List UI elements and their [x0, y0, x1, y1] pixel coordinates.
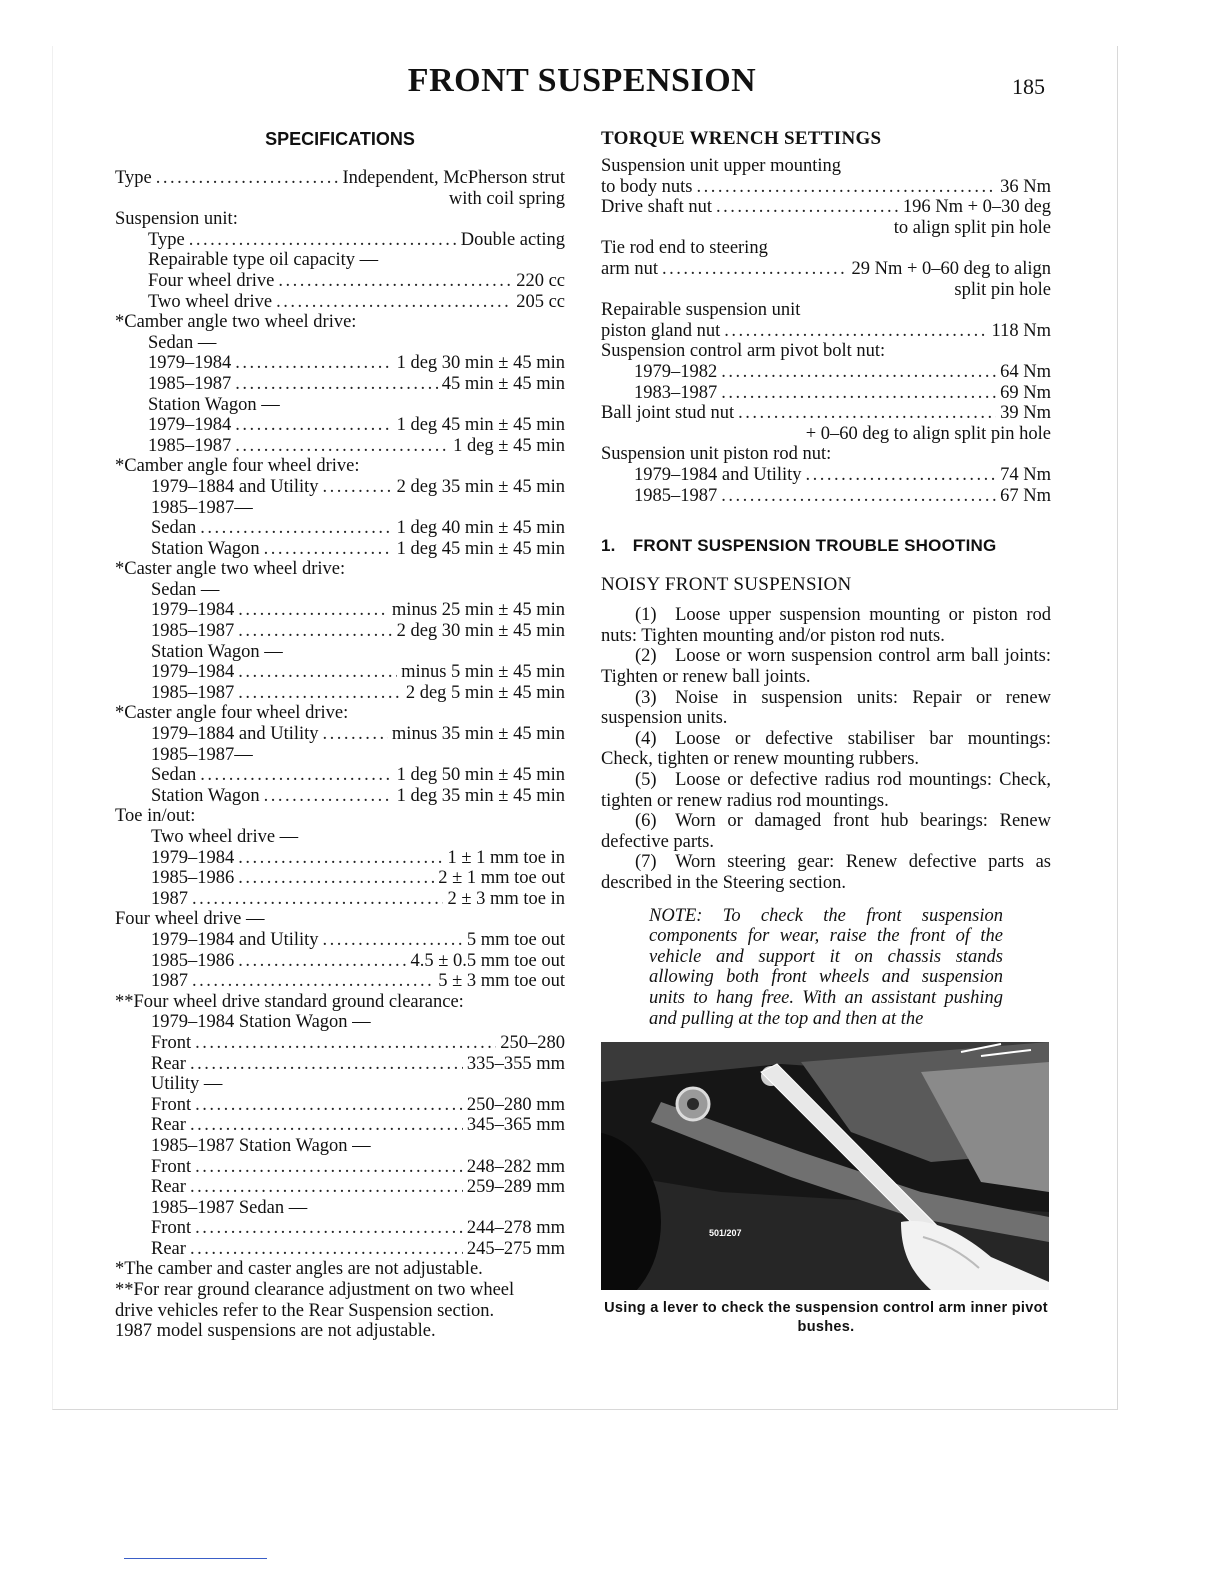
torque-label: Repairable suspension unit [601, 300, 801, 321]
spec-row: Rear ..... 335–355 mm [115, 1054, 565, 1075]
page-number: 185 [1012, 74, 1045, 99]
figure-reference: 501/207 [709, 1228, 742, 1238]
torque-row: to body nuts ..... 36 Nm [601, 177, 1051, 198]
photo-illustration [601, 1042, 1049, 1290]
spec-row: Type ..... Double acting [115, 230, 565, 251]
torque-heading: TORQUE WRENCH SETTINGS [601, 128, 882, 149]
spec-sub-label: 1979–1984 Station Wagon — [151, 1012, 371, 1033]
torque-row: Ball joint stud nut ..... 39 Nm [601, 403, 1051, 424]
spec-sub-label: Two wheel drive — [151, 827, 299, 847]
spec-group-label: *Camber angle two wheel drive: [115, 312, 357, 333]
spec-row: 1985–1987 ..... 2 deg 5 min ± 45 min [115, 683, 565, 704]
trouble-item: (2) Loose or worn suspension control arm ball joints: Tighten or renew ball joints. [601, 646, 1051, 688]
spec-row: Four wheel drive ..... 220 cc [115, 271, 565, 292]
trouble-item: (3) Noise in suspension units: Repair or renew suspension units. [601, 687, 1051, 729]
spec-row: 1979–1984 and Utility ..... 5 mm toe out [115, 930, 565, 951]
torque-row: arm nut ..... 29 Nm + 0–60 deg to align [601, 259, 1051, 280]
spec-row: Sedan ..... 1 deg 50 min ± 45 min [115, 765, 565, 786]
spec-row: 1979–1984 ..... 1 deg 30 min ± 45 min [115, 353, 565, 374]
spec-row: 1985–1986 ..... 2 ± 1 mm toe out [115, 868, 565, 889]
footer-link-underline [124, 1558, 267, 1559]
footnote: **For rear ground clearance adjustment on two wheel [115, 1280, 515, 1301]
torque-row: 1985–1987 ..... 67 Nm [601, 486, 1051, 507]
spec-sub-label: Sedan — [151, 579, 220, 600]
spec-row: 1979–1984 ..... minus 25 min ± 45 min [115, 600, 565, 621]
torque-row: piston gland nut ..... 118 Nm [601, 321, 1051, 342]
torque-continuation: to align split pin hole [893, 217, 1051, 238]
footnote: *The camber and caster angles are not adjustable. [115, 1259, 483, 1280]
spec-row: 1987 ..... 5 ± 3 mm toe out [115, 971, 565, 992]
torque-row: 1979–1982 ..... 64 Nm [601, 362, 1051, 383]
torque-label: Suspension unit upper mounting [601, 156, 841, 176]
torque-row: 1983–1987 ..... 69 Nm [601, 383, 1051, 404]
spec-row: Front ..... 248–282 mm [115, 1157, 565, 1178]
spec-row: Front ..... 250–280 [115, 1033, 565, 1054]
spec-sub-label: Four wheel drive — [115, 909, 265, 930]
spec-group-label: *Caster angle two wheel drive: [115, 559, 346, 580]
torque-label: Suspension control arm pivot bolt nut: [601, 341, 886, 362]
spec-sub-label: 1985–1987 Sedan — [151, 1197, 308, 1218]
torque-continuation: + 0–60 deg to align split pin hole [805, 423, 1051, 444]
trouble-shooting-heading: 1. FRONT SUSPENSION TROUBLE SHOOTING [601, 536, 997, 556]
spec-row: 1985–1987 ..... 45 min ± 45 min [115, 374, 565, 395]
spec-row: 1985–1987 ..... 2 deg 30 min ± 45 min [115, 621, 565, 642]
spec-row: Front ..... 244–278 mm [115, 1218, 565, 1239]
spec-row: 1979–1984 ..... 1 ± 1 mm toe in [115, 848, 565, 869]
spec-row: Rear ..... 245–275 mm [115, 1239, 565, 1260]
spec-row: 1987 ..... 2 ± 3 mm toe in [115, 889, 565, 910]
noisy-suspension-subheading: NOISY FRONT SUSPENSION [601, 573, 852, 595]
footnote: 1987 model suspensions are not adjustable. [115, 1321, 436, 1342]
spec-group-label: Suspension unit: [115, 209, 238, 230]
trouble-item: (7) Worn steering gear: Renew defective parts as described in the Steering section. [601, 852, 1051, 893]
spec-group-label: *Caster angle four wheel drive: [115, 703, 349, 724]
spec-row: Type ..... Independent, McPherson strut [115, 168, 565, 189]
trouble-item: (5) Loose or defective radius rod mountings: Check, tighten or renew radius rod mountings. [601, 770, 1051, 811]
torque-label: Tie rod end to steering [601, 238, 768, 259]
spec-sub-label: 1985–1987— [151, 744, 253, 765]
spec-group-label: Toe in/out: [115, 806, 196, 827]
spec-row: Rear ..... 345–365 mm [115, 1115, 565, 1136]
spec-sub-label: Station Wagon — [151, 641, 283, 662]
figure-caption: Using a lever to check the suspension control arm inner pivot bushes. [604, 1300, 1048, 1335]
spec-row: Station Wagon ..... 1 deg 35 min ± 45 min [115, 786, 565, 807]
spec-sub-label: 1985–1987— [151, 497, 253, 518]
footnote: drive vehicles refer to the Rear Suspension section. [115, 1300, 495, 1321]
page-title: FRONT SUSPENSION [407, 62, 757, 99]
torque-label: Suspension unit piston rod nut: [601, 444, 832, 465]
trouble-item: (1) Loose upper suspension mounting or piston rod nuts: Tighten mounting and/or piston rod nuts. [601, 605, 1051, 646]
spec-row: Sedan ..... 1 deg 40 min ± 45 min [115, 518, 565, 539]
spec-row: 1979–1884 and Utility ..... 2 deg 35 min ± 45 min [115, 477, 565, 498]
spec-row: Two wheel drive ..... 205 cc [115, 292, 565, 313]
spec-row: 1979–1984 ..... minus 5 min ± 45 min [115, 662, 565, 683]
specifications-column [115, 128, 565, 1342]
spec-row: Station Wagon ..... 1 deg 45 min ± 45 min [115, 539, 565, 560]
spec-group-label: **Four wheel drive standard ground clearance: [115, 991, 464, 1012]
spec-sub-label: Utility — [151, 1074, 223, 1095]
spec-continuation: with coil spring [448, 188, 565, 209]
inspection-note: NOTE: To check the front suspension components for wear, raise the front of the vehicle and support it on chassis stands allowing both front wheels and suspension units to hang free. With an assistant pushing and pulling at the top and then at the [649, 905, 1003, 1029]
spec-row: 1979–1984 ..... 1 deg 45 min ± 45 min [115, 415, 565, 436]
spec-row: 1979–1884 and Utility ..... minus 35 min ± 45 min [115, 724, 565, 745]
spec-sub-label: Station Wagon — [148, 394, 280, 415]
spec-sub-label: Repairable type oil capacity — [148, 250, 379, 271]
torque-continuation: split pin hole [954, 279, 1051, 300]
spec-sub-label: 1985–1987 Station Wagon — [151, 1135, 371, 1156]
trouble-item: (4) Loose or defective stabiliser bar mountings: Check, tighten or renew mounting rubbers. [601, 728, 1051, 770]
torque-row: 1979–1984 and Utility ..... 74 Nm [601, 465, 1051, 486]
spec-row: 1985–1986 ..... 4.5 ± 0.5 mm toe out [115, 951, 565, 972]
spec-group-label: *Camber angle four wheel drive: [115, 456, 360, 477]
specifications-heading: SPECIFICATIONS [265, 129, 415, 149]
trouble-item: (6) Worn or damaged front hub bearings: Renew defective parts. [601, 811, 1051, 852]
suspension-photo [601, 1042, 1049, 1290]
spec-row: Rear ..... 259–289 mm [115, 1177, 565, 1198]
spec-sub-label: Sedan — [148, 332, 217, 353]
spec-row: Front ..... 250–280 mm [115, 1095, 565, 1116]
torque-column [601, 128, 1051, 1029]
torque-row: Drive shaft nut ..... 196 Nm + 0–30 deg [601, 197, 1051, 218]
spec-row: 1985–1987 ..... 1 deg ± 45 min [115, 436, 565, 457]
